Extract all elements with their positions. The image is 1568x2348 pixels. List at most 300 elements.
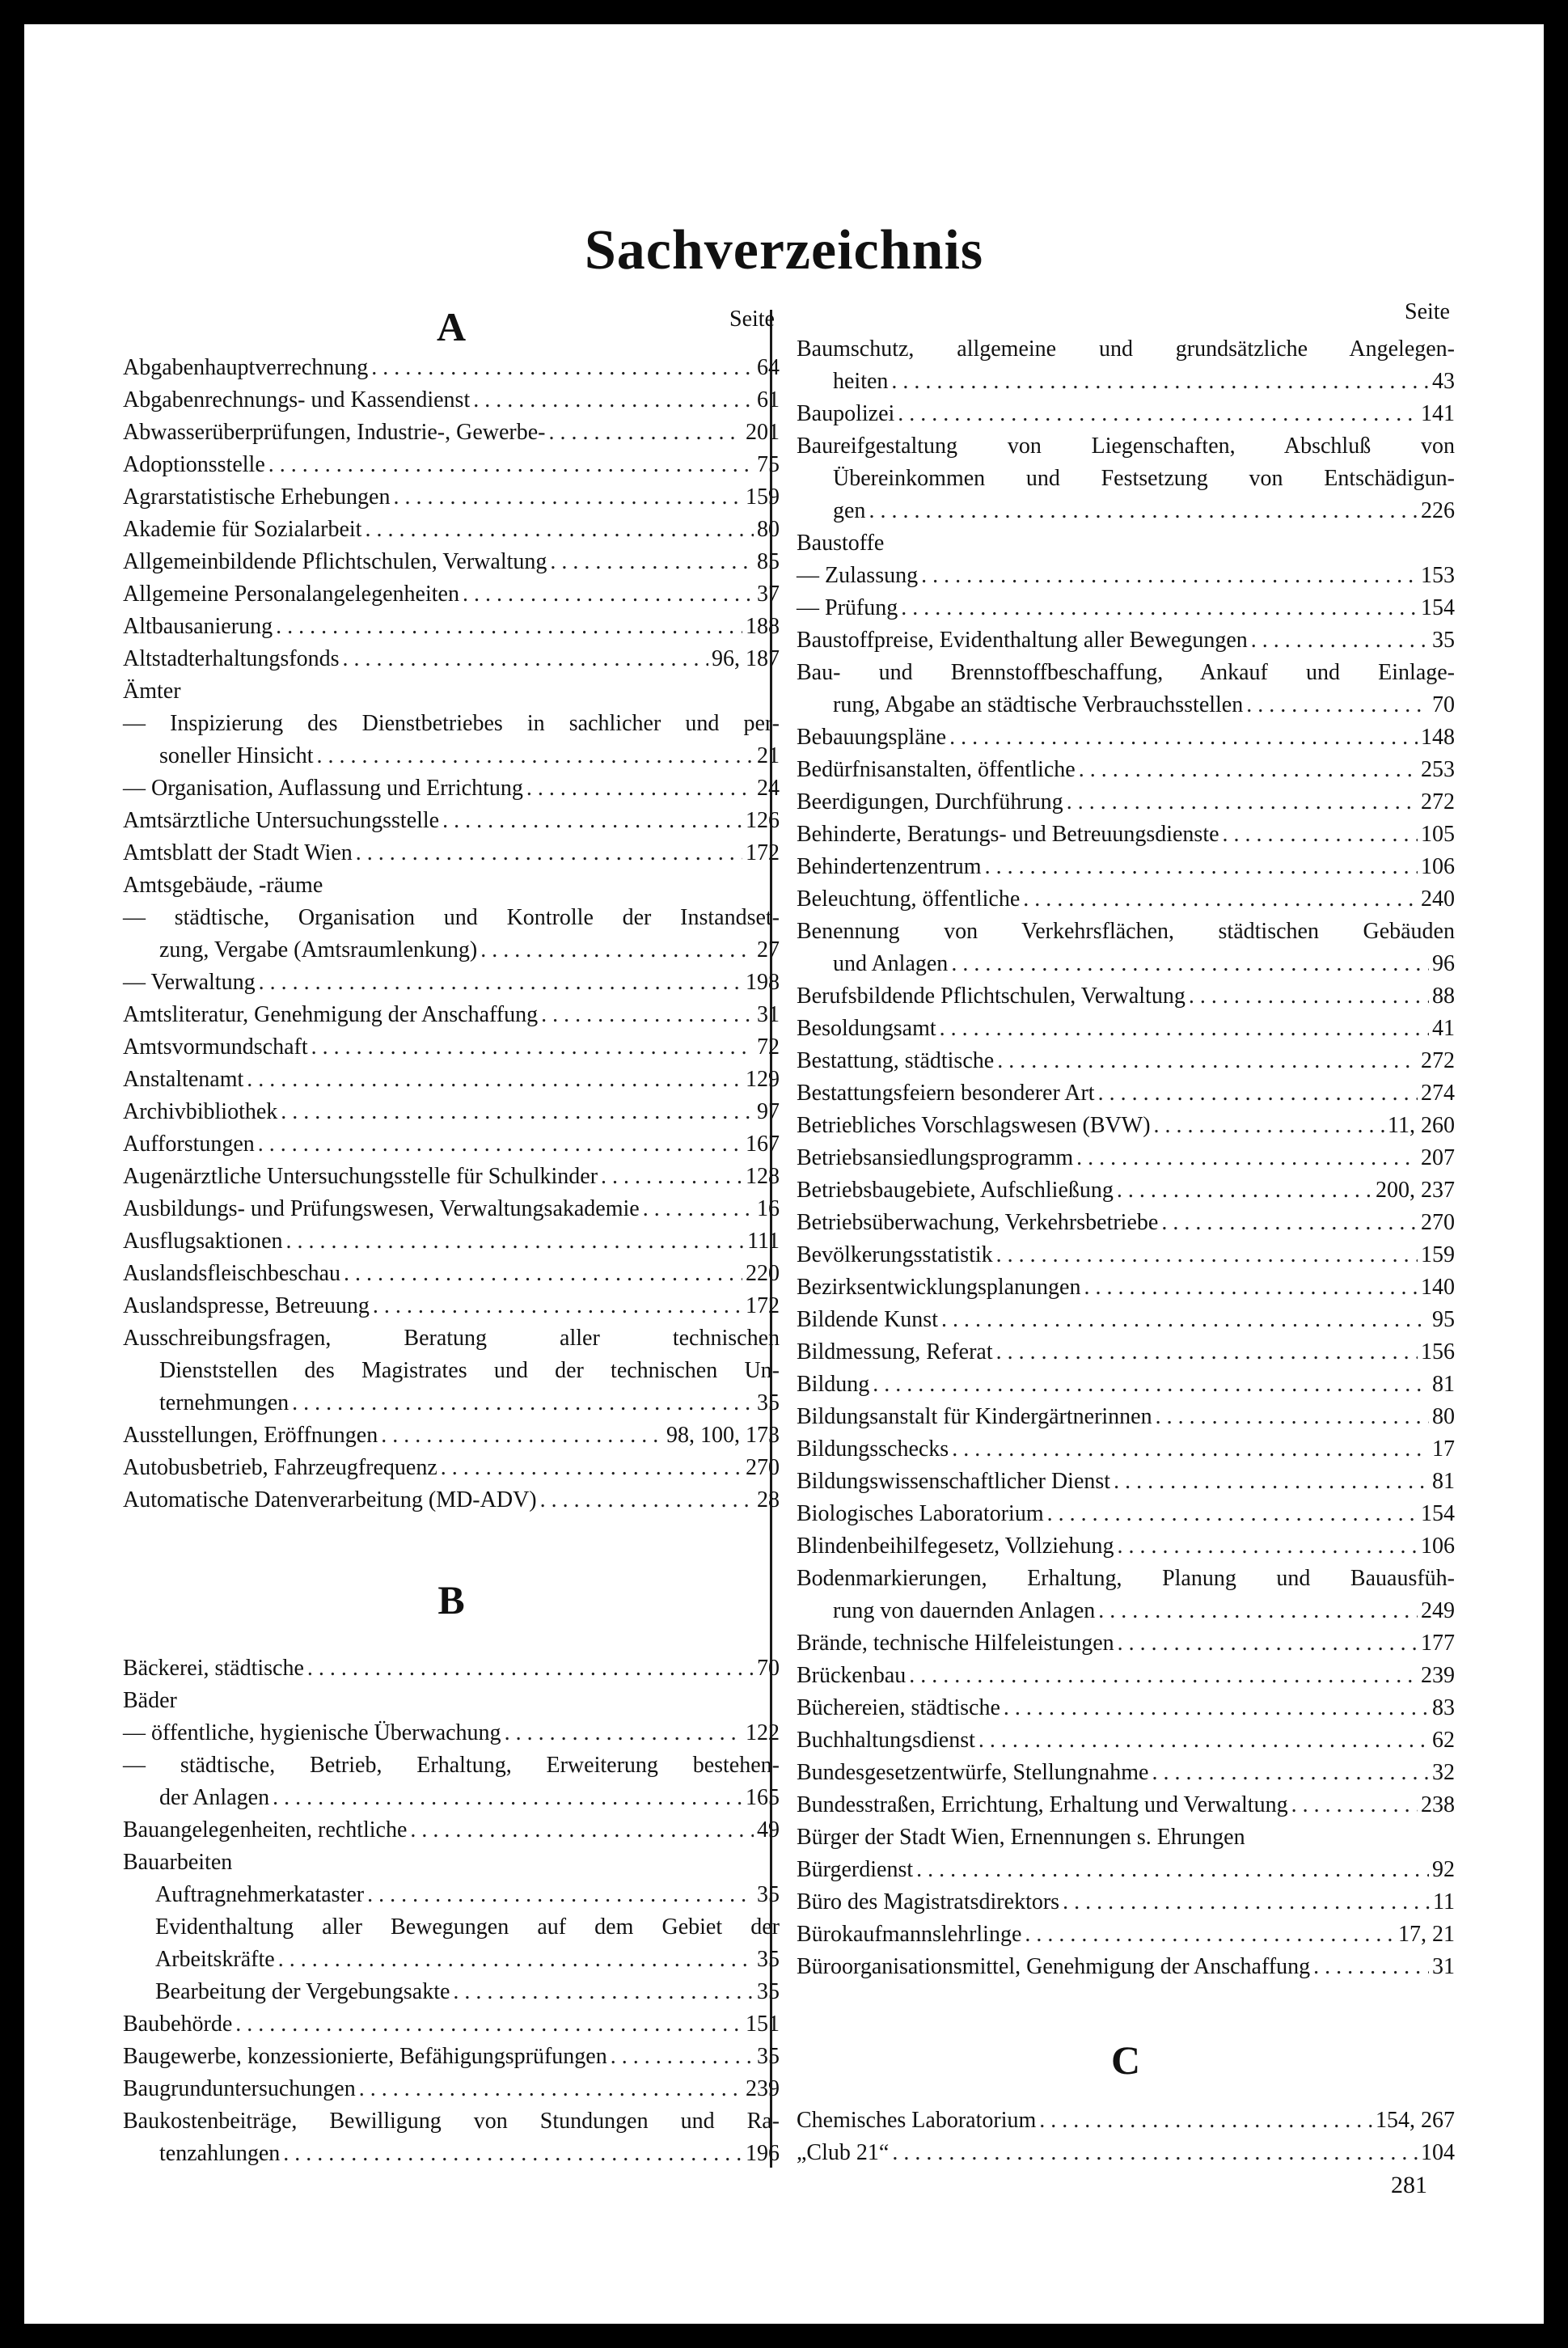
index-entry (797, 883, 1455, 916)
dot-leader (892, 2137, 1418, 2169)
dot-leader (952, 1433, 1429, 1466)
entry-line (797, 819, 1455, 851)
seite-label-left: Seite (729, 307, 775, 332)
entry-text: Bildende Kunst (797, 1307, 938, 1332)
entry-line (797, 1110, 1455, 1142)
entry-page: 32 (1432, 1760, 1455, 1785)
dot-leader (901, 592, 1418, 624)
entry-line (797, 1369, 1455, 1401)
entry-page: 97 (757, 1099, 780, 1124)
entry-text: Bedürfnisanstalten, öffentliche (797, 757, 1076, 782)
entry-page: 111 (747, 1229, 780, 1254)
entry-page: 198 (746, 970, 780, 995)
entry-page: 249 (1421, 1598, 1455, 1623)
index-entry (123, 1161, 780, 1193)
entry-line (123, 481, 780, 514)
entry-text: Adoptionsstelle (123, 452, 265, 477)
index-entry (123, 449, 780, 481)
entry-page: 165 (746, 1785, 780, 1810)
entry-line (797, 1595, 1455, 1627)
entry-page: 156 (1421, 1339, 1455, 1364)
entry-text: Bildungsschecks (797, 1436, 949, 1462)
dot-leader (996, 1336, 1418, 1369)
entry-text: Bevölkerungsstatistik (797, 1242, 993, 1267)
index-entry (123, 1976, 780, 2008)
index-entry (797, 1045, 1455, 1077)
entry-text: Aufforstungen (123, 1132, 255, 1157)
entry-line (797, 624, 1455, 657)
entry-text: Allgemeine Personalangelegenheiten (123, 582, 459, 607)
index-entry (797, 1401, 1455, 1433)
index-entry (123, 1814, 780, 1847)
entry-text: zung, Vergabe (Amtsraumlenkung) (159, 937, 478, 962)
index-entry (797, 1724, 1455, 1757)
index-entry (797, 560, 1455, 592)
dot-leader (1223, 819, 1418, 851)
index-entry (797, 1174, 1455, 1207)
entry-text: Benennung von Verkehrsflächen, städtischen Gebäuden (797, 919, 1455, 944)
entry-line (797, 2105, 1455, 2137)
section-letter-a: A (436, 304, 467, 349)
entry-line (123, 514, 780, 546)
entry-text: Bildung (797, 1372, 870, 1397)
entry-page: 81 (1432, 1372, 1455, 1397)
entry-text: gen (833, 498, 866, 523)
entry-text: Amtsärztliche Untersuchungsstelle (123, 808, 440, 833)
entry-line (797, 1692, 1455, 1724)
dot-leader (247, 1064, 742, 1096)
section-a-entries (123, 352, 780, 1517)
dot-leader (540, 1484, 754, 1517)
entry-page: 11 (1433, 1889, 1455, 1914)
entry-page: 17 (1432, 1436, 1455, 1462)
entry-text: — städtische, Organisation und Kontrolle der Instandset- (123, 905, 780, 930)
entry-text: Bearbeitung der Vergebungsakte (155, 1979, 450, 2004)
index-entry (797, 527, 1455, 560)
entry-text: Bürokaufmannslehrlinge (797, 1922, 1022, 1947)
section-letter-c: C (1110, 2037, 1141, 2083)
entry-page: 64 (757, 355, 780, 380)
entry-line (797, 1304, 1455, 1336)
entry-text: Übereinkommen und Festsetzung von Entschädigun- (833, 466, 1455, 491)
dot-leader (1067, 786, 1418, 819)
entry-text: Autobusbetrieb, Fahrzeugfrequenz (123, 1455, 437, 1480)
dot-leader (442, 805, 742, 837)
dot-leader (891, 366, 1429, 398)
index-entry (123, 1879, 780, 1911)
index-entry (123, 1290, 780, 1322)
dot-leader (1039, 2105, 1372, 2137)
dot-leader (365, 514, 754, 546)
index-entry (797, 1530, 1455, 1563)
index-entry (797, 1789, 1455, 1821)
dot-leader (601, 1161, 742, 1193)
entry-line (797, 1239, 1455, 1271)
entry-line (797, 980, 1455, 1013)
entry-line (123, 1452, 780, 1484)
entry-line (797, 1336, 1455, 1369)
entry-text: Altbausanierung (123, 614, 273, 639)
entry-page: 92 (1432, 1857, 1455, 1882)
entry-line (123, 1814, 780, 1847)
dot-leader (1079, 754, 1418, 786)
dot-leader (1117, 1530, 1418, 1563)
dot-leader (441, 1452, 742, 1484)
entry-page: 85 (757, 549, 780, 574)
entry-text: Bestattungsfeiern besonderer Art (797, 1081, 1095, 1106)
dot-leader (978, 1724, 1429, 1757)
dot-leader (940, 1013, 1429, 1045)
entry-line (123, 1258, 780, 1290)
entry-text: Agrarstatistische Erhebungen (123, 484, 391, 510)
dot-leader (307, 1652, 754, 1685)
dot-leader (359, 2073, 742, 2105)
entry-line (123, 2073, 780, 2105)
index-entry (123, 514, 780, 546)
dot-leader (611, 2041, 754, 2073)
entry-line (123, 352, 780, 384)
entry-line (123, 675, 780, 708)
dot-leader (1098, 1595, 1418, 1627)
entry-line (123, 384, 780, 417)
entry-page: 274 (1421, 1081, 1455, 1106)
entry-line (123, 1879, 780, 1911)
entry-text: — Prüfung (797, 595, 898, 620)
entry-page: 126 (746, 808, 780, 833)
entry-line (123, 1031, 780, 1064)
entry-line (797, 1271, 1455, 1304)
entry-page: 272 (1421, 789, 1455, 814)
entry-text: Beleuchtung, öffentliche (797, 886, 1021, 912)
index-entry (123, 1847, 780, 1879)
dot-leader (1004, 1692, 1429, 1724)
entry-text: heiten (833, 369, 889, 394)
entry-page: 62 (1432, 1728, 1455, 1753)
entry-text: Abgabenhauptverrechnung (123, 355, 369, 380)
entry-page: 140 (1421, 1275, 1455, 1300)
entry-page: 253 (1421, 757, 1455, 782)
dot-leader (1152, 1757, 1429, 1789)
entry-page: 272 (1421, 1048, 1455, 1073)
entry-text: Baumschutz, allgemeine und grundsätzliche Angelegen- (797, 336, 1455, 362)
dot-leader (286, 1225, 745, 1258)
entry-line (123, 1484, 780, 1517)
entry-text: Brände, technische Hilfeleistungen (797, 1631, 1114, 1656)
entry-text: Berufsbildende Pflichtschulen, Verwaltung (797, 984, 1186, 1009)
entry-line (797, 689, 1455, 721)
entry-page: 141 (1421, 401, 1455, 426)
entry-line (797, 1854, 1455, 1886)
index-entry (123, 578, 780, 611)
dot-leader (480, 934, 754, 967)
entry-page: 21 (757, 743, 780, 768)
entry-page: 81 (1432, 1469, 1455, 1494)
dot-leader (1154, 1110, 1385, 1142)
entry-text: ternehmungen (159, 1390, 290, 1415)
entry-page: 239 (1421, 1663, 1455, 1688)
index-entry (797, 786, 1455, 819)
page-number: 281 (1391, 2172, 1427, 2198)
index-entry (797, 1563, 1455, 1627)
entry-text: Bau- und Brennstoffbeschaffung, Ankauf und Einlage- (797, 660, 1455, 685)
index-entry (123, 1652, 780, 1685)
entry-line (123, 1976, 780, 2008)
entry-line (797, 495, 1455, 527)
entry-page: 49 (757, 1817, 780, 1842)
entry-page: 239 (746, 2076, 780, 2101)
entry-text: — Zulassung (797, 563, 919, 588)
entry-line (797, 592, 1455, 624)
dot-leader (268, 449, 754, 481)
index-entry (123, 837, 780, 869)
entry-page: 80 (1432, 1404, 1455, 1429)
entry-page: 17, 21 (1398, 1922, 1455, 1947)
index-entry (797, 398, 1455, 430)
entry-line (123, 1717, 780, 1749)
dot-leader (997, 1045, 1418, 1077)
entry-page: 35 (757, 1979, 780, 2004)
entry-text: Auslandspresse, Betreuung (123, 1293, 370, 1318)
entry-line (797, 527, 1455, 560)
entry-text: Behindertenzentrum (797, 854, 982, 879)
entry-text: Beerdigungen, Durchführung (797, 789, 1063, 814)
entry-line (797, 786, 1455, 819)
index-entry (797, 1304, 1455, 1336)
dot-leader (1023, 883, 1418, 916)
index-entry (123, 999, 780, 1031)
index-entry (123, 1452, 780, 1484)
index-entry (123, 1484, 780, 1517)
index-entry (123, 1419, 780, 1452)
index-entry (797, 592, 1455, 624)
entry-text: Betriebsüberwachung, Verkehrsbetriebe (797, 1210, 1159, 1235)
index-entry (797, 1498, 1455, 1530)
dot-leader (317, 740, 754, 772)
entry-text: Arbeitskräfte (155, 1947, 275, 1972)
entry-text: Ausstellungen, Eröffnungen (123, 1423, 378, 1448)
entry-text: Auslandsfleischbeschau (123, 1261, 341, 1286)
entry-text: — Organisation, Auflassung und Errichtung (123, 776, 523, 801)
dot-leader (258, 1128, 742, 1161)
right-column (797, 291, 1455, 2169)
dot-leader (873, 1369, 1429, 1401)
index-entry (123, 1749, 780, 1814)
entry-line (797, 754, 1455, 786)
dot-leader (235, 2008, 742, 2041)
entry-page: 83 (1432, 1695, 1455, 1720)
index-entry (797, 1692, 1455, 1724)
entry-line (123, 611, 780, 643)
index-entry (123, 1064, 780, 1096)
dot-leader (367, 1879, 754, 1911)
dot-leader (869, 495, 1418, 527)
entry-line (123, 1652, 780, 1685)
dot-leader (1118, 1627, 1418, 1660)
entry-page: 35 (1432, 628, 1455, 653)
entry-text: Baustoffe (797, 531, 885, 556)
entry-text: Buchhaltungsdienst (797, 1728, 975, 1753)
dot-leader (985, 851, 1418, 883)
entry-line (797, 1207, 1455, 1239)
index-entry (123, 772, 780, 805)
index-entry (797, 754, 1455, 786)
section-letter-b: B (437, 1577, 465, 1622)
entry-text: Ausflugsaktionen (123, 1229, 283, 1254)
entry-line (797, 1013, 1455, 1045)
entry-line (797, 883, 1455, 916)
dot-leader (259, 967, 742, 999)
entry-line (797, 1919, 1455, 1951)
dot-leader (1161, 1207, 1418, 1239)
dot-leader (344, 1258, 742, 1290)
entry-page: 200, 237 (1376, 1178, 1455, 1203)
entry-text: Archivbibliothek (123, 1099, 278, 1124)
entry-text: Biologisches Laboratorium (797, 1501, 1044, 1526)
dot-leader (410, 1814, 754, 1847)
dot-leader (951, 948, 1429, 980)
entry-page: 70 (1432, 692, 1455, 717)
entry-line (797, 366, 1455, 398)
entry-page: 72 (757, 1034, 780, 1060)
entry-text: Bezirksentwicklungsplanungen (797, 1275, 1081, 1300)
dot-leader (1156, 1401, 1429, 1433)
entry-line (123, 772, 780, 805)
entry-page: 24 (757, 776, 780, 801)
page-title: Sachverzeichnis (584, 219, 984, 281)
entry-text: Betriebliches Vorschlagswesen (BVW) (797, 1113, 1151, 1138)
entry-line (123, 1161, 780, 1193)
entry-page: 96 (1432, 951, 1455, 976)
entry-text: soneller Hinsicht (159, 743, 314, 768)
entry-page: 96, 187 (712, 646, 780, 671)
dot-leader (453, 1976, 754, 2008)
entry-text: Amtsvormundschaft (123, 1034, 308, 1060)
entry-line (123, 740, 780, 772)
entry-text: Bürger der Stadt Wien, Ernennungen s. Ehrungen (797, 1825, 1245, 1850)
entry-text: Evidenthaltung aller Bewegungen auf dem Gebiet der (155, 1914, 780, 1940)
index-entry (797, 1466, 1455, 1498)
section-a-header (123, 303, 780, 352)
index-entry (797, 1077, 1455, 1110)
entry-text: Anstaltenamt (123, 1067, 244, 1092)
entry-text: Bodenmarkierungen, Erhaltung, Planung und Bauausfüh- (797, 1566, 1455, 1591)
dot-leader (283, 2138, 742, 2170)
index-entry (797, 1013, 1455, 1045)
dot-leader (373, 1290, 742, 1322)
entry-text: Ausbildungs- und Prüfungswesen, Verwaltungsakademie (123, 1196, 640, 1221)
entry-text: Bundesstraßen, Errichtung, Erhaltung und Verwaltung (797, 1792, 1288, 1817)
entry-page: 88 (1432, 984, 1455, 1009)
index-entry (123, 352, 780, 384)
entry-line (123, 1847, 780, 1879)
dot-leader (898, 398, 1418, 430)
entry-text: Betriebsansiedlungsprogramm (797, 1145, 1074, 1170)
entry-line (123, 1128, 780, 1161)
dot-leader (949, 721, 1418, 754)
dot-leader (1025, 1919, 1395, 1951)
index-entry (797, 819, 1455, 851)
index-entry (123, 708, 780, 772)
entry-text: tenzahlungen (159, 2141, 281, 2166)
index-entry (797, 1433, 1455, 1466)
entry-page: 172 (746, 1293, 780, 1318)
entry-text: Baugewerbe, konzessionierte, Befähigungsprüfungen (123, 2044, 607, 2069)
entry-line (797, 1401, 1455, 1433)
entry-line (797, 398, 1455, 430)
entry-line (797, 851, 1455, 883)
entry-page: 159 (1421, 1242, 1455, 1267)
index-page (24, 24, 1544, 2324)
entry-page: 159 (746, 484, 780, 510)
entry-text: Baureifgestaltung von Liegenschaften, Abschluß von (797, 434, 1455, 459)
entry-page: 128 (746, 1164, 780, 1189)
entry-line (123, 417, 780, 449)
entry-page: 238 (1421, 1792, 1455, 1817)
index-entry (797, 2105, 1455, 2137)
entry-page: 177 (1421, 1631, 1455, 1656)
entry-line (797, 1627, 1455, 1660)
entry-line (123, 1419, 780, 1452)
index-entry (123, 675, 780, 708)
dot-leader (273, 1782, 742, 1814)
index-entry (123, 967, 780, 999)
entry-page: 207 (1421, 1145, 1455, 1170)
entry-page: 70 (757, 1656, 780, 1681)
entry-text: Baugrunduntersuchungen (123, 2076, 356, 2101)
index-entry (797, 657, 1455, 721)
entry-line (797, 1466, 1455, 1498)
index-entry (797, 1919, 1455, 1951)
index-entry (797, 333, 1455, 398)
entry-text: Büro des Magistratsdirektors (797, 1889, 1060, 1914)
entry-line (797, 1498, 1455, 1530)
entry-text: rung, Abgabe an städtische Verbrauchsstellen (833, 692, 1244, 717)
entry-line (123, 1685, 780, 1717)
entry-page: 270 (1421, 1210, 1455, 1235)
index-entry (123, 1322, 780, 1419)
index-entry (797, 1369, 1455, 1401)
index-entry (123, 481, 780, 514)
dot-leader (1084, 1271, 1418, 1304)
index-entry (797, 1951, 1455, 1983)
entry-line (797, 1045, 1455, 1077)
entry-page: 104 (1421, 2140, 1455, 2165)
index-entry (123, 902, 780, 967)
entry-line (797, 721, 1455, 754)
entry-line (123, 999, 780, 1031)
entry-text: Bildmessung, Referat (797, 1339, 993, 1364)
index-entry (123, 1685, 780, 1717)
index-entry (797, 430, 1455, 527)
entry-line (797, 1174, 1455, 1207)
dot-leader (643, 1193, 754, 1225)
index-entry (123, 2041, 780, 2073)
entry-page: 61 (757, 387, 780, 412)
entry-text: Ausschreibungsfragen, Beratung aller technischen (123, 1326, 780, 1351)
entry-line (123, 643, 780, 675)
left-column (123, 303, 780, 2170)
entry-page: 154, 267 (1376, 2108, 1455, 2133)
entry-text: Auftragnehmerkataster (155, 1882, 365, 1907)
dot-leader (1047, 1498, 1418, 1530)
dot-leader (281, 1096, 754, 1128)
entry-page: 43 (1432, 369, 1455, 394)
index-entry (123, 2105, 780, 2170)
entry-page: 240 (1421, 886, 1455, 912)
dot-leader (278, 1944, 754, 1976)
entry-page: 148 (1421, 725, 1455, 750)
entry-page: 31 (1432, 1954, 1455, 1979)
